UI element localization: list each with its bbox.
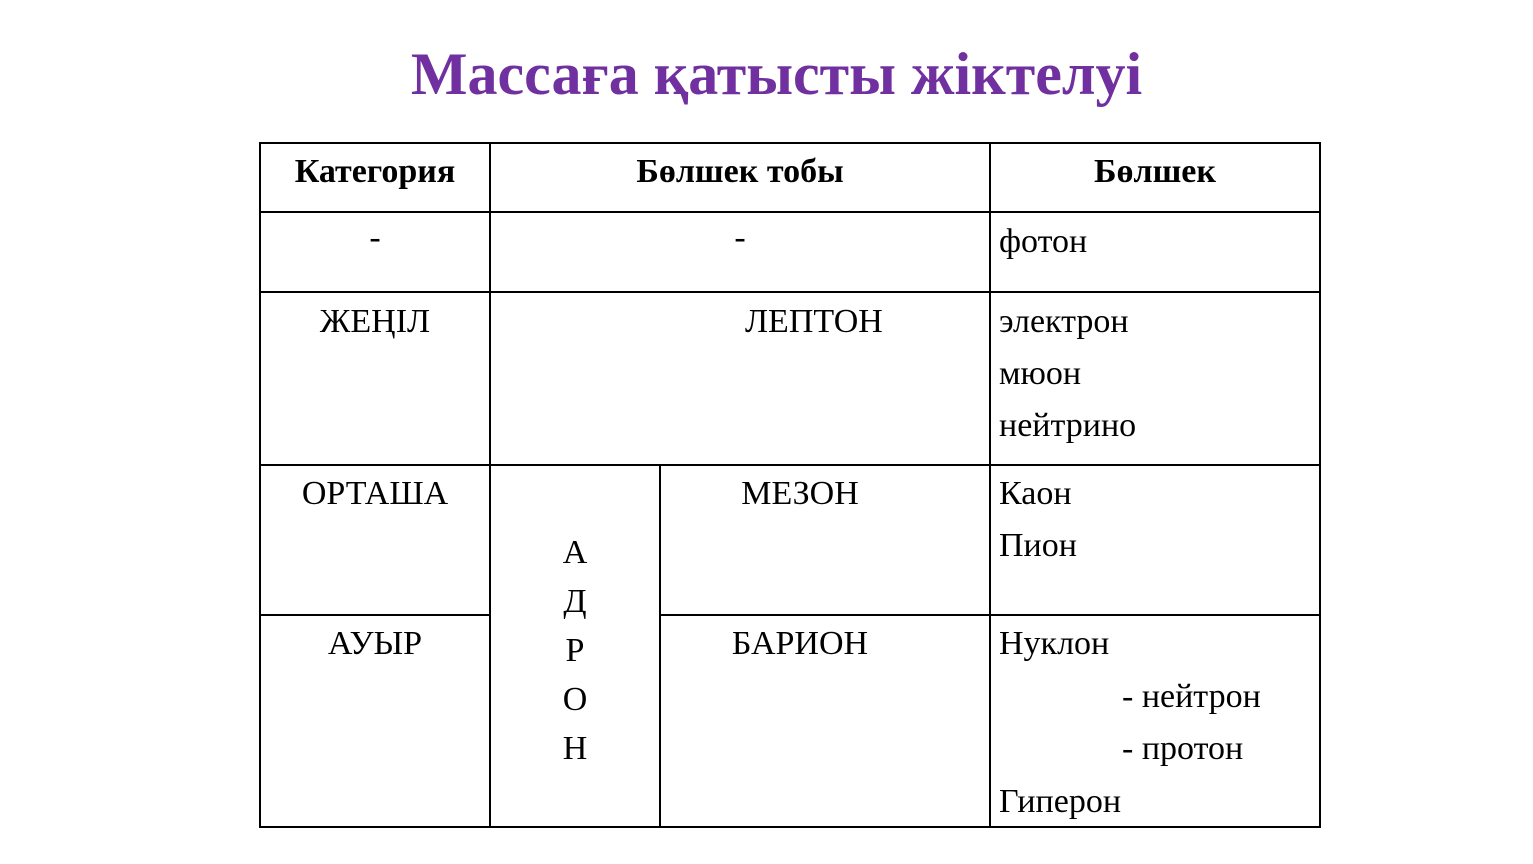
row1-particle: фотон — [999, 223, 1088, 260]
hadron-letter: Н — [562, 730, 588, 767]
row-divider-2 — [259, 464, 1321, 466]
particle-item: мюон — [999, 355, 1082, 392]
row-divider-3-left — [259, 614, 490, 616]
hadron-letter: О — [562, 681, 588, 718]
row3-subgroup: МЕЗОН — [741, 475, 859, 512]
row4-category: АУЫР — [327, 625, 423, 662]
row3-particles — [999, 468, 1077, 572]
hadron-letter: А — [562, 534, 588, 571]
hadron-vertical-label — [491, 528, 659, 773]
table-border-right — [1319, 142, 1321, 828]
row2-group: ЛЕПТОН — [745, 303, 883, 340]
row4-particle-neutron: - нейтрон — [1122, 678, 1261, 715]
slide-title: Массаға қатысты жіктелуі — [410, 41, 1143, 107]
row4-particle-proton: - протон — [1122, 730, 1244, 767]
row4-particle-hyperon: Гиперон — [999, 783, 1122, 820]
row4-particle-nucleon: Нуклон — [999, 625, 1110, 662]
particle-item: нейтрино — [999, 407, 1137, 444]
col-divider-2 — [989, 142, 991, 828]
table-border-bottom — [259, 826, 1321, 828]
row-divider-1 — [259, 291, 1321, 293]
row4-subgroup: БАРИОН — [731, 625, 869, 662]
table-border-top — [259, 142, 1321, 144]
row3-category: ОРТАША — [301, 475, 449, 512]
hadron-letter: Д — [563, 583, 587, 620]
row1-group: - — [734, 219, 746, 256]
header-particle: Бөлшек — [1094, 153, 1216, 190]
header-group: Бөлшек тобы — [636, 153, 844, 190]
particle-item: Каон — [999, 475, 1072, 512]
row1-category: - — [369, 219, 381, 256]
particle-item: Пион — [999, 527, 1077, 564]
row2-particles — [999, 296, 1136, 452]
header-category: Категория — [294, 153, 456, 190]
row2-category: ЖЕҢІЛ — [319, 303, 431, 340]
particle-item: электрон — [999, 303, 1129, 340]
hadron-letter: Р — [565, 632, 585, 669]
